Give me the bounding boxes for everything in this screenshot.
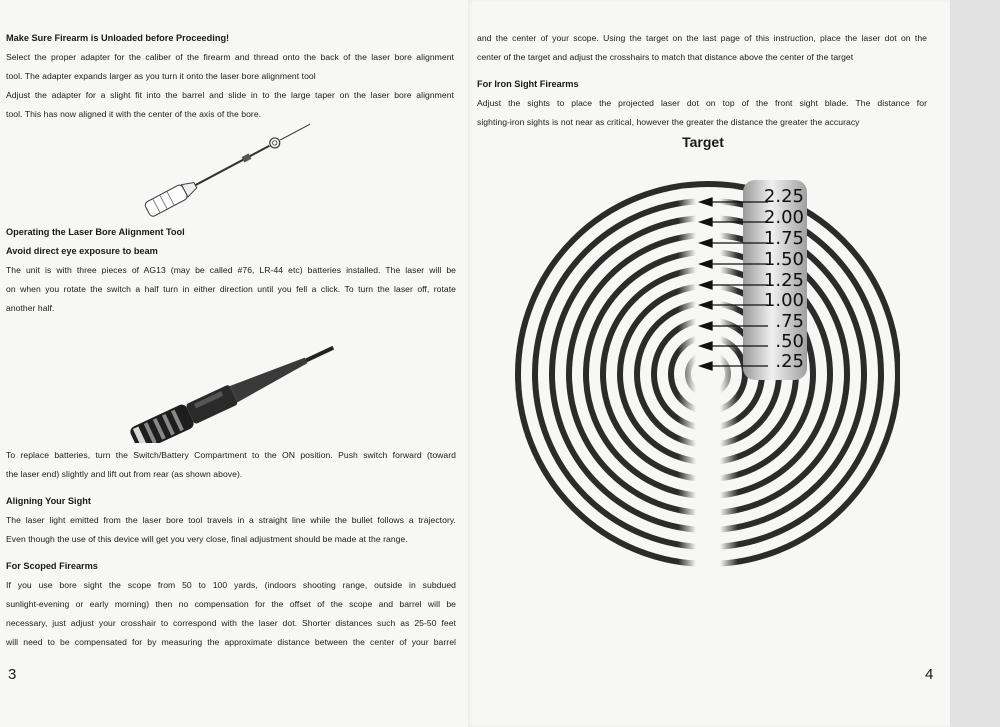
scale-label-2.00: 2.00 (763, 207, 804, 228)
laser-bore-tool-illustration (112, 318, 347, 443)
heading-avoid-eye-exposure: Avoid direct eye exposure to beam (6, 246, 158, 256)
left-page (0, 0, 468, 727)
para-battery-line-1: The unit is with three pieces of AG13 (may be called #76, LR-44 etc) batteries installed. The laser will be (6, 265, 456, 275)
para-aligning-line-1: The laser light emitted from the laser bore tool travels in a straight line while the bullet follows a trajectory. (6, 515, 456, 525)
scale-label-0.50: .50 (775, 331, 804, 352)
target-title: Target (682, 134, 724, 150)
scale-label-1.25: 1.25 (763, 270, 804, 291)
para-adapter-line-4: tool. This has now aligned it with the center of the axis of the bore. (6, 109, 262, 119)
heading-aligning: Aligning Your Sight (6, 496, 91, 506)
para-iron-line-1: Adjust the sights to place the projected laser dot on top of the front sight blade. The distance for (477, 98, 927, 108)
para-scoped-line-3: necessary, just adjust your crosshair to correspond with the laser dot. Shorter distances such as 25-50 feet (6, 618, 456, 628)
para-scoped-line-2: sunlight-evening or early morning) then no compensation for the offset of the scope and barrel will be (6, 599, 456, 609)
para-scope-line-2: center of the target and adjust the crosshairs to match that distance above the center of the target (477, 52, 854, 62)
page-number-left: 3 (8, 666, 17, 683)
para-replace-line-1: To replace batteries, turn the Switch/Battery Compartment to the ON position. Push switch forward (toward (6, 450, 456, 460)
para-adapter-line-1: Select the proper adapter for the caliber of the firearm and thread onto the back of the laser bore alignment (6, 52, 454, 62)
scale-label-1.00: 1.00 (763, 290, 804, 311)
para-iron-line-2: sighting-iron sights is not near as critical, however the greater the distance the greater the accuracy (477, 117, 860, 127)
heading-operating: Operating the Laser Bore Alignment Tool (6, 227, 185, 237)
scale-label-0.75: .75 (775, 311, 804, 332)
alignment-target (510, 158, 900, 568)
para-battery-line-3: another half. (6, 303, 55, 313)
heading-scoped: For Scoped Firearms (6, 561, 98, 571)
heading-iron-sight: For Iron Sight Firearms (477, 79, 579, 89)
scan-margin (950, 0, 1000, 727)
scale-label-1.50: 1.50 (763, 249, 804, 270)
para-adapter-line-3: Adjust the adapter for a slight fit into the barrel and slide in to the large taper on the laser bore alignment (6, 90, 454, 100)
para-scoped-line-1: If you use bore sight the scope from 50 to 100 yards, (indoors shooting range, outside in subdued (6, 580, 456, 590)
scale-label-2.25: 2.25 (763, 186, 804, 207)
para-adapter-line-2: tool. The adapter expands larger as you turn it onto the laser bore alignment tool (6, 71, 316, 81)
para-scoped-line-4: will need to be compensated for by measuring the approximate distance between the center of your barrel (6, 637, 456, 647)
scale-label-0.25: .25 (775, 351, 804, 372)
page-number-right: 4 (925, 666, 934, 683)
scale-label-1.75: 1.75 (763, 228, 804, 249)
heading-unloaded: Make Sure Firearm is Unloaded before Proceeding! (6, 33, 230, 43)
laser-tool-adapter-illustration (130, 118, 320, 218)
para-replace-line-2: the laser end) slightly and lift out from rear (as shown above). (6, 469, 243, 479)
para-aligning-line-2: Even though the use of this device will get you very close, final adjustment should be made at the range. (6, 534, 408, 544)
para-battery-line-2: on when you rotate the switch a half turn in either direction until you fell a click. To turn the laser off, rotate (6, 284, 456, 294)
para-scope-line-1: and the center of your scope. Using the target on the last page of this instruction, place the laser dot on the (477, 33, 927, 43)
